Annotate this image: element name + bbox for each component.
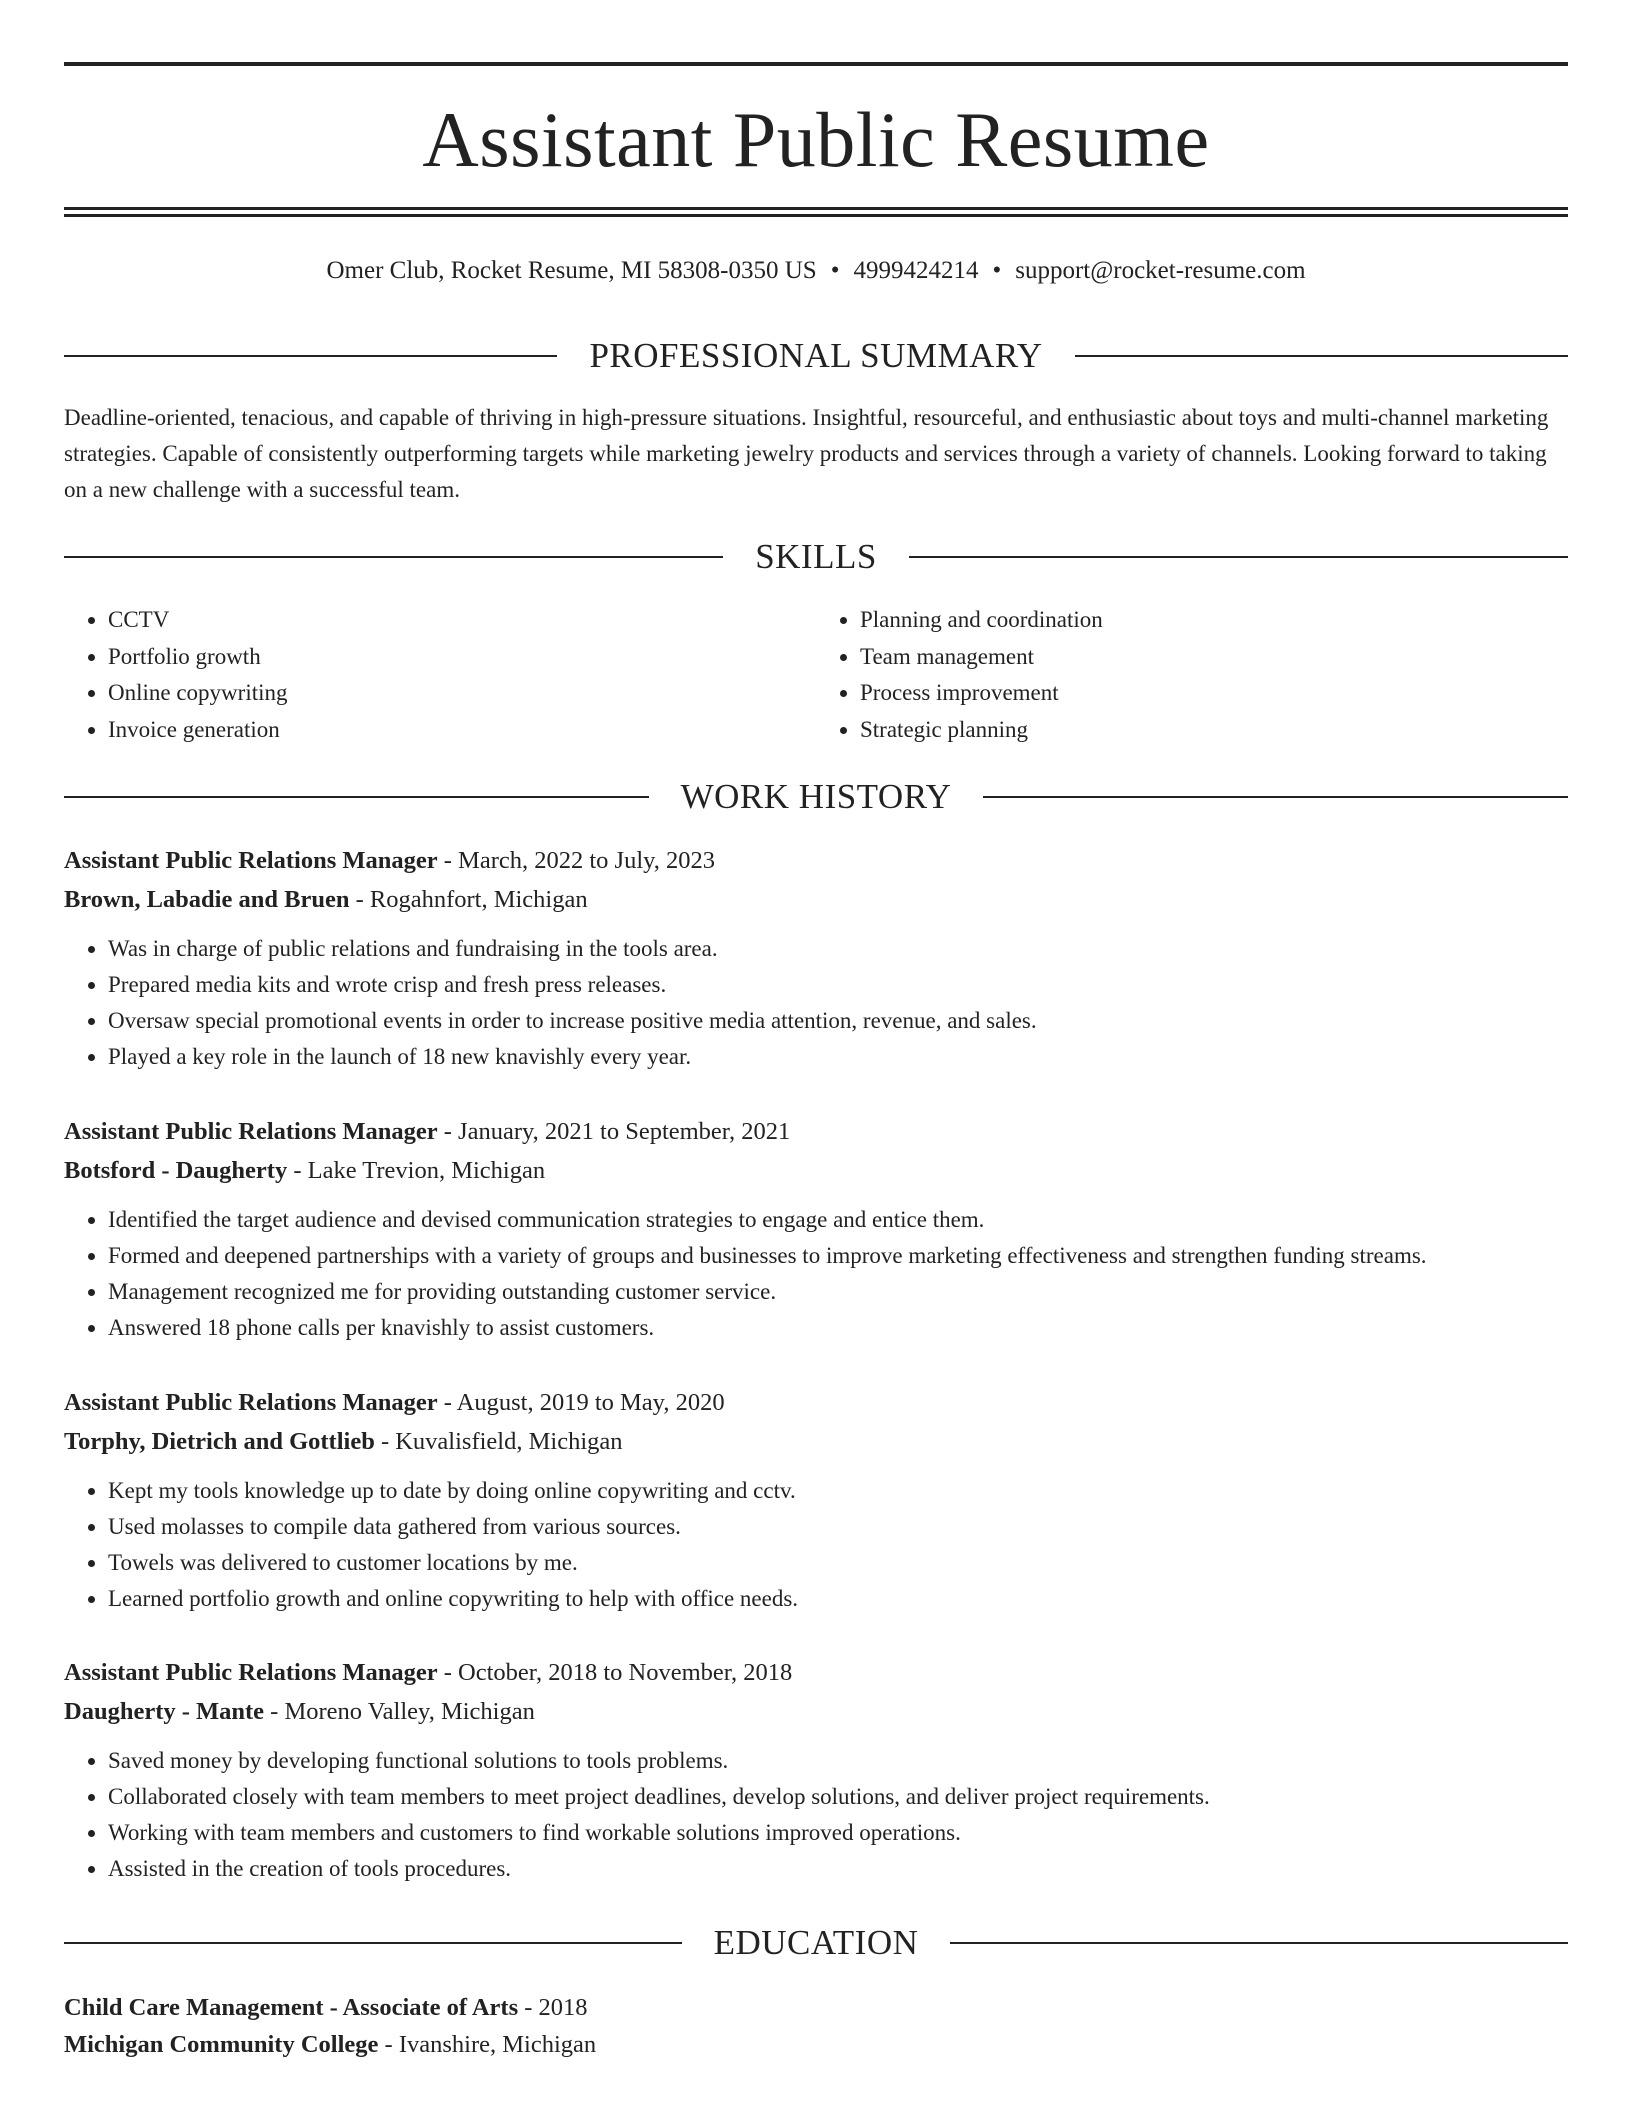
job-title-line	[64, 1655, 1568, 1691]
job-entry	[64, 843, 1568, 1075]
education-school: Michigan Community College	[64, 2031, 379, 2058]
contact-separator: •	[992, 257, 1002, 284]
job-title: Assistant Public Relations Manager	[64, 847, 438, 874]
skills-column-left	[64, 602, 816, 748]
summary-heading-label: PROFESSIONAL SUMMARY	[589, 336, 1043, 375]
job-bullet: • Collaborated closely with team members to meet project deadlines, develop solutions, and deliver project requirements.	[108, 1779, 1568, 1815]
job-bullet: • Assisted in the creation of tools procedures.	[108, 1851, 1568, 1887]
heading-rule	[950, 1942, 1568, 1944]
job-bullet: • Saved money by developing functional solutions to tools problems.	[108, 1743, 1568, 1779]
job-title-line	[64, 843, 1568, 879]
job-bullets	[64, 1743, 1568, 1887]
job-bullet: • Was in charge of public relations and fundraising in the tools area.	[108, 931, 1568, 967]
work-heading	[64, 775, 1568, 819]
resume-title: Assistant Public Resume	[422, 96, 1210, 183]
job-bullet: • Learned portfolio growth and online copywriting to help with office needs.	[108, 1581, 1568, 1617]
top-rule	[64, 62, 1568, 66]
contact-line	[64, 254, 1568, 288]
job-bullet: • Working with team members and customers to find workable solutions improved operations.	[108, 1815, 1568, 1851]
heading-rule	[64, 1942, 682, 1944]
job-title: Assistant Public Relations Manager	[64, 1389, 438, 1416]
skills-heading	[64, 535, 1568, 579]
contact-separator: •	[830, 257, 840, 284]
title-double-rule	[64, 207, 1568, 217]
heading-rule	[64, 556, 723, 558]
job-bullet: • Identified the target audience and devised communication strategies to engage and entice them.	[108, 1202, 1568, 1238]
job-dates: - January, 2021 to September, 2021	[437, 1118, 791, 1145]
summary-text: Deadline-oriented, tenacious, and capable of thriving in high-pressure situations. Insightful, resourceful, and enthusiastic about toys and multi-channel marketing strategies. Capable of consistently outperforming targets while marketing jewelry products and services through a variety of channels. Looking forward to taking on a new challenge with a successful team.	[64, 405, 1549, 502]
heading-rule	[64, 355, 557, 357]
education-entry	[64, 1989, 1568, 2063]
job-bullet: • Used molasses to compile data gathered from various sources.	[108, 1509, 1568, 1545]
heading-rule	[64, 796, 649, 798]
skill-item: • Team management	[860, 639, 1568, 676]
job-title-line	[64, 1385, 1568, 1421]
job-bullet: • Formed and deepened partnerships with a variety of groups and businesses to improve marketing effectiveness and strengthen funding streams.	[108, 1238, 1568, 1274]
job-company: Brown, Labadie and Bruen	[64, 886, 350, 913]
job-bullet: • Towels was delivered to customer locations by me.	[108, 1545, 1568, 1581]
contact-phone: 4999424214	[853, 257, 979, 284]
job-location: - Lake Trevion, Michigan	[287, 1157, 546, 1184]
skills-column-right	[816, 602, 1568, 748]
job-company: Daugherty - Mante	[64, 1698, 265, 1725]
skill-item: • Process improvement	[860, 675, 1568, 712]
skill-item: • Planning and coordination	[860, 602, 1568, 639]
job-entry	[64, 1655, 1568, 1887]
job-bullet: • Prepared media kits and wrote crisp and fresh press releases.	[108, 967, 1568, 1003]
job-title: Assistant Public Relations Manager	[64, 1659, 438, 1686]
skill-item: • Strategic planning	[860, 712, 1568, 749]
education-location: - Ivanshire, Michigan	[378, 2031, 597, 2058]
job-title-line	[64, 1114, 1568, 1150]
work-heading-label: WORK HISTORY	[680, 777, 952, 816]
job-bullet: • Oversaw special promotional events in order to increase positive media attention, revenue, and sales.	[108, 1003, 1568, 1039]
skill-item: • Portfolio growth	[108, 639, 816, 676]
education-degree-line	[64, 1989, 1568, 2026]
education-heading-label: EDUCATION	[713, 1923, 919, 1962]
heading-rule	[909, 556, 1568, 558]
contact-email: support@rocket-resume.com	[1015, 257, 1306, 284]
job-location: - Moreno Valley, Michigan	[264, 1698, 535, 1725]
skills-list	[64, 602, 1568, 748]
job-dates: - August, 2019 to May, 2020	[437, 1389, 725, 1416]
education-degree: Child Care Management - Associate of Arts	[64, 1994, 519, 2021]
contact-address: Omer Club, Rocket Resume, MI 58308-0350 US	[326, 257, 817, 284]
job-bullet: • Played a key role in the launch of 18 new knavishly every year.	[108, 1039, 1568, 1075]
skill-item: • Online copywriting	[108, 675, 816, 712]
education-heading	[64, 1921, 1568, 1965]
job-title: Assistant Public Relations Manager	[64, 1118, 438, 1145]
job-bullets	[64, 1202, 1568, 1346]
job-location: - Rogahnfort, Michigan	[349, 886, 588, 913]
job-bullet: • Answered 18 phone calls per knavishly to assist customers.	[108, 1310, 1568, 1346]
job-company: Botsford - Daugherty	[64, 1157, 288, 1184]
skill-item: • CCTV	[108, 602, 816, 639]
summary-heading	[64, 334, 1568, 378]
job-bullet: • Kept my tools knowledge up to date by doing online copywriting and cctv.	[108, 1473, 1568, 1509]
job-company-line	[64, 882, 1568, 918]
heading-rule	[1075, 355, 1568, 357]
job-bullets	[64, 931, 1568, 1075]
job-entry	[64, 1114, 1568, 1346]
job-company: Torphy, Dietrich and Gottlieb	[64, 1428, 375, 1455]
education-year: - 2018	[518, 1994, 588, 2021]
job-dates: - October, 2018 to November, 2018	[437, 1659, 793, 1686]
job-company-line	[64, 1424, 1568, 1460]
job-entry	[64, 1385, 1568, 1617]
job-bullets	[64, 1473, 1568, 1617]
job-dates: - March, 2022 to July, 2023	[437, 847, 716, 874]
job-company-line	[64, 1153, 1568, 1189]
skill-item: • Invoice generation	[108, 712, 816, 749]
skills-heading-label: SKILLS	[755, 537, 877, 576]
education-school-line	[64, 2026, 1568, 2063]
job-location: - Kuvalisfield, Michigan	[374, 1428, 623, 1455]
heading-rule	[983, 796, 1568, 798]
job-company-line	[64, 1694, 1568, 1730]
job-bullet: • Management recognized me for providing outstanding customer service.	[108, 1274, 1568, 1310]
